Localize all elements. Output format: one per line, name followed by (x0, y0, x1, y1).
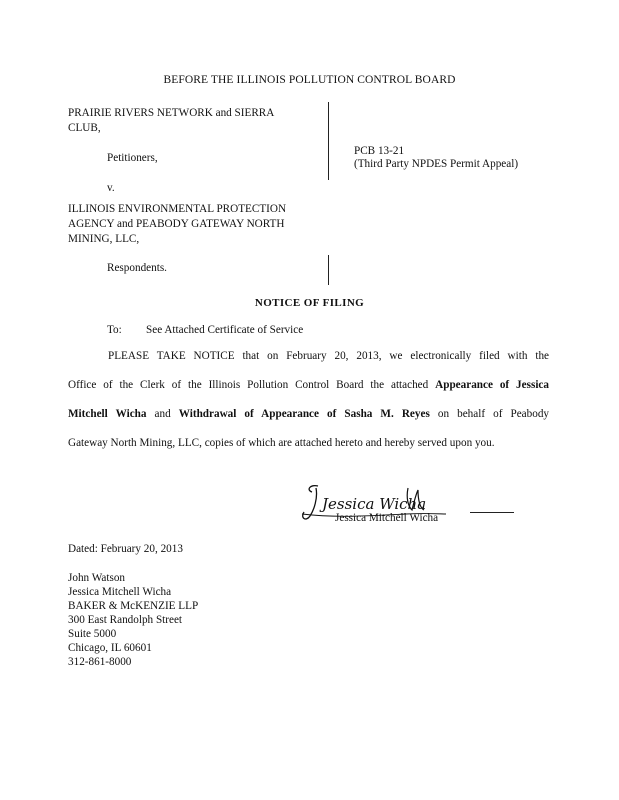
dated-line: Dated: February 20, 2013 (68, 543, 183, 555)
body-line-3-and: and (146, 408, 179, 420)
notice-heading: NOTICE OF FILING (254, 297, 365, 309)
body-line-1: PLEASE TAKE NOTICE that on February 20, 2013, we electronically filed with the (108, 350, 549, 362)
counsel-suite: Suite 5000 (68, 628, 117, 640)
counsel-phone: 312-861-8000 (68, 656, 132, 668)
body-line-3-tail: on behalf of Peabody (429, 408, 550, 420)
body-line-2 (68, 371, 549, 400)
case-type: (Third Party NPDES Permit Appeal) (354, 158, 519, 170)
versus-label: v. (107, 182, 115, 194)
counsel-name-1: John Watson (68, 572, 126, 584)
respondents-label: Respondents. (107, 262, 167, 274)
counsel-city: Chicago, IL 60601 (68, 642, 152, 654)
counsel-name-2: Jessica Mitchell Wicha (68, 586, 172, 598)
signature-line (470, 512, 514, 513)
respondent-line-3: MINING, LLC, (68, 233, 140, 245)
signature-script: Jessica Wicha (322, 495, 427, 513)
case-number: PCB 13-21 (354, 145, 405, 157)
counsel-street: 300 East Randolph Street (68, 614, 183, 626)
counsel-firm: BAKER & McKENZIE LLP (68, 600, 199, 612)
to-value: See Attached Certificate of Service (146, 324, 304, 336)
appearance-attorney-name: Mitchell Wicha (68, 408, 147, 420)
respondent-line-1: ILLINOIS ENVIRONMENTAL PROTECTION (68, 203, 287, 215)
body-line-4: Gateway North Mining, LLC, copies of which are attached hereto and hereby served upon you. (68, 437, 495, 449)
appearance-document-title: Appearance of Jessica (435, 379, 549, 391)
caption-divider-lower (328, 255, 329, 285)
petitioner-line-1: PRAIRIE RIVERS NETWORK and SIERRA (68, 107, 275, 119)
body-line-3 (68, 400, 549, 429)
caption-divider-upper (328, 102, 329, 180)
notice-body (68, 342, 549, 458)
document-title: BEFORE THE ILLINOIS POLLUTION CONTROL BOARD (163, 74, 456, 86)
signer-printed-name: Jessica Mitchell Wicha (335, 512, 439, 524)
withdrawal-document-title: Withdrawal of Appearance of Sasha M. Reyes (178, 408, 430, 420)
to-label: To: (107, 324, 122, 336)
body-line-2-text: Office of the Clerk of the Illinois Pollution Control Board the attached (68, 379, 436, 391)
petitioners-label: Petitioners, (107, 152, 158, 164)
respondent-line-2: AGENCY and PEABODY GATEWAY NORTH (68, 218, 285, 230)
petitioner-line-2: CLUB, (68, 122, 101, 134)
